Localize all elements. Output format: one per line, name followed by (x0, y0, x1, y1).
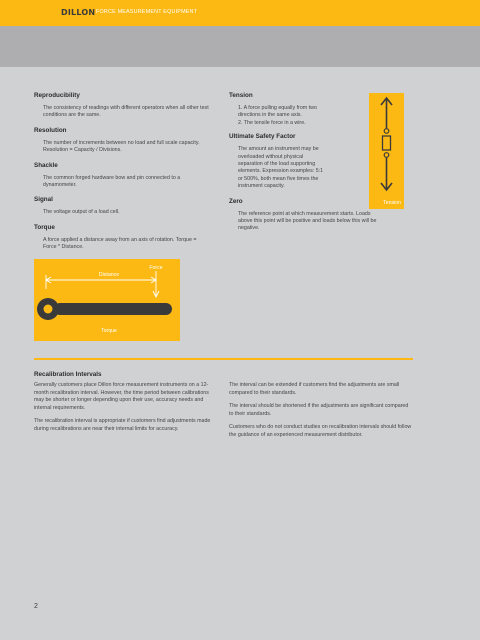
section-divider (34, 358, 413, 360)
paragraph: The interval should be shortened if the adjustments are significant compared to their standards. (229, 403, 409, 417)
term-title: Signal (34, 196, 53, 204)
recalibration-left-column (34, 382, 219, 440)
tension-diagram (369, 93, 404, 209)
term-definition: The common forged hardware bow and pin connected to a dynamometer. (43, 174, 181, 189)
term-definition: The number of increments between no load and full scale capacity. Resolution = Capacity / Divisions. (43, 139, 200, 154)
term-shackle (34, 162, 209, 190)
paragraph: The recalibration interval is appropriate if customers find adjustments made during recalibrations are near their internal limits for accuracy. (34, 418, 211, 432)
glossary-left-column (34, 92, 209, 259)
term-definition: The reference point at which measurement starts. Loads above this point will be positive and loads below this will be negative. (238, 210, 377, 232)
torque-figure (34, 259, 180, 341)
wrench-handle (54, 303, 172, 315)
term-ultimate-safety-factor (229, 133, 379, 190)
recalibration-right-column (229, 382, 414, 446)
distance-label: Distance (98, 272, 120, 278)
term-definition: The voltage output of a load cell. (43, 209, 120, 216)
header-band (0, 26, 480, 67)
page-number: 2 (34, 603, 38, 610)
header-subtitle: FORCE MEASUREMENT EQUIPMENT (96, 9, 198, 15)
term-definition: The amount an instrument may be overloaded without physical separation of the load supporting elements. Expression examples: 5:1 or 500%, both mean five times the instrument capacity. (238, 146, 324, 190)
term-reproducibility (34, 92, 209, 120)
paragraph: Generally customers place Dillon force measurement instruments on a 12-month recalibration interval. However, the time period between calibrations may be shorter or longer depending upon their use, accuracy needs and internal requirements. (34, 382, 209, 411)
torque-label: Torque (101, 328, 117, 334)
term-title: Tension (229, 92, 253, 99)
term-definition: The consistency of readings with different operators when all other test conditions are the same. (43, 105, 209, 119)
term-title: Resolution (34, 126, 67, 134)
upper-eye-icon (384, 129, 389, 134)
term-torque (34, 224, 209, 252)
load-cell-icon (383, 136, 391, 150)
term-title: Reproducibility (34, 92, 80, 99)
term-zero (229, 198, 379, 233)
header-bar (0, 0, 480, 26)
brand-logo: DILLON (61, 8, 96, 17)
lower-eye-icon (384, 153, 389, 158)
term-resolution (34, 127, 209, 155)
term-tension (229, 92, 379, 127)
paragraph: The interval can be extended if customers find the adjustments are small compared to their standards. (229, 382, 400, 396)
recalibration-title: Recalibration Intervals (34, 371, 102, 378)
tension-figure (369, 93, 404, 209)
torque-diagram (34, 259, 180, 341)
term-signal (34, 196, 209, 216)
tension-item: 2. The tensile force in a wire. (238, 119, 306, 126)
term-definition: A force applied a distance away from an axis of rotation. Torque = Force * Distance. (43, 236, 197, 251)
tension-figure-label: Tension (383, 200, 401, 206)
tension-item: 1. A force pulling equally from two directions in the same axis. (238, 105, 317, 119)
term-title: Zero (229, 197, 243, 205)
term-title: Ultimate Safety Factor (229, 133, 296, 141)
tension-list (229, 105, 324, 127)
paragraph: Customers who do not conduct studies on recalibration intervals should follow the guidance of an experienced measurement distributor. (229, 424, 412, 438)
term-title: Torque (34, 223, 55, 231)
force-label: Force (149, 265, 163, 271)
wrench-socket (44, 305, 53, 314)
glossary-right-column (229, 92, 379, 240)
term-title: Shackle (34, 161, 58, 169)
